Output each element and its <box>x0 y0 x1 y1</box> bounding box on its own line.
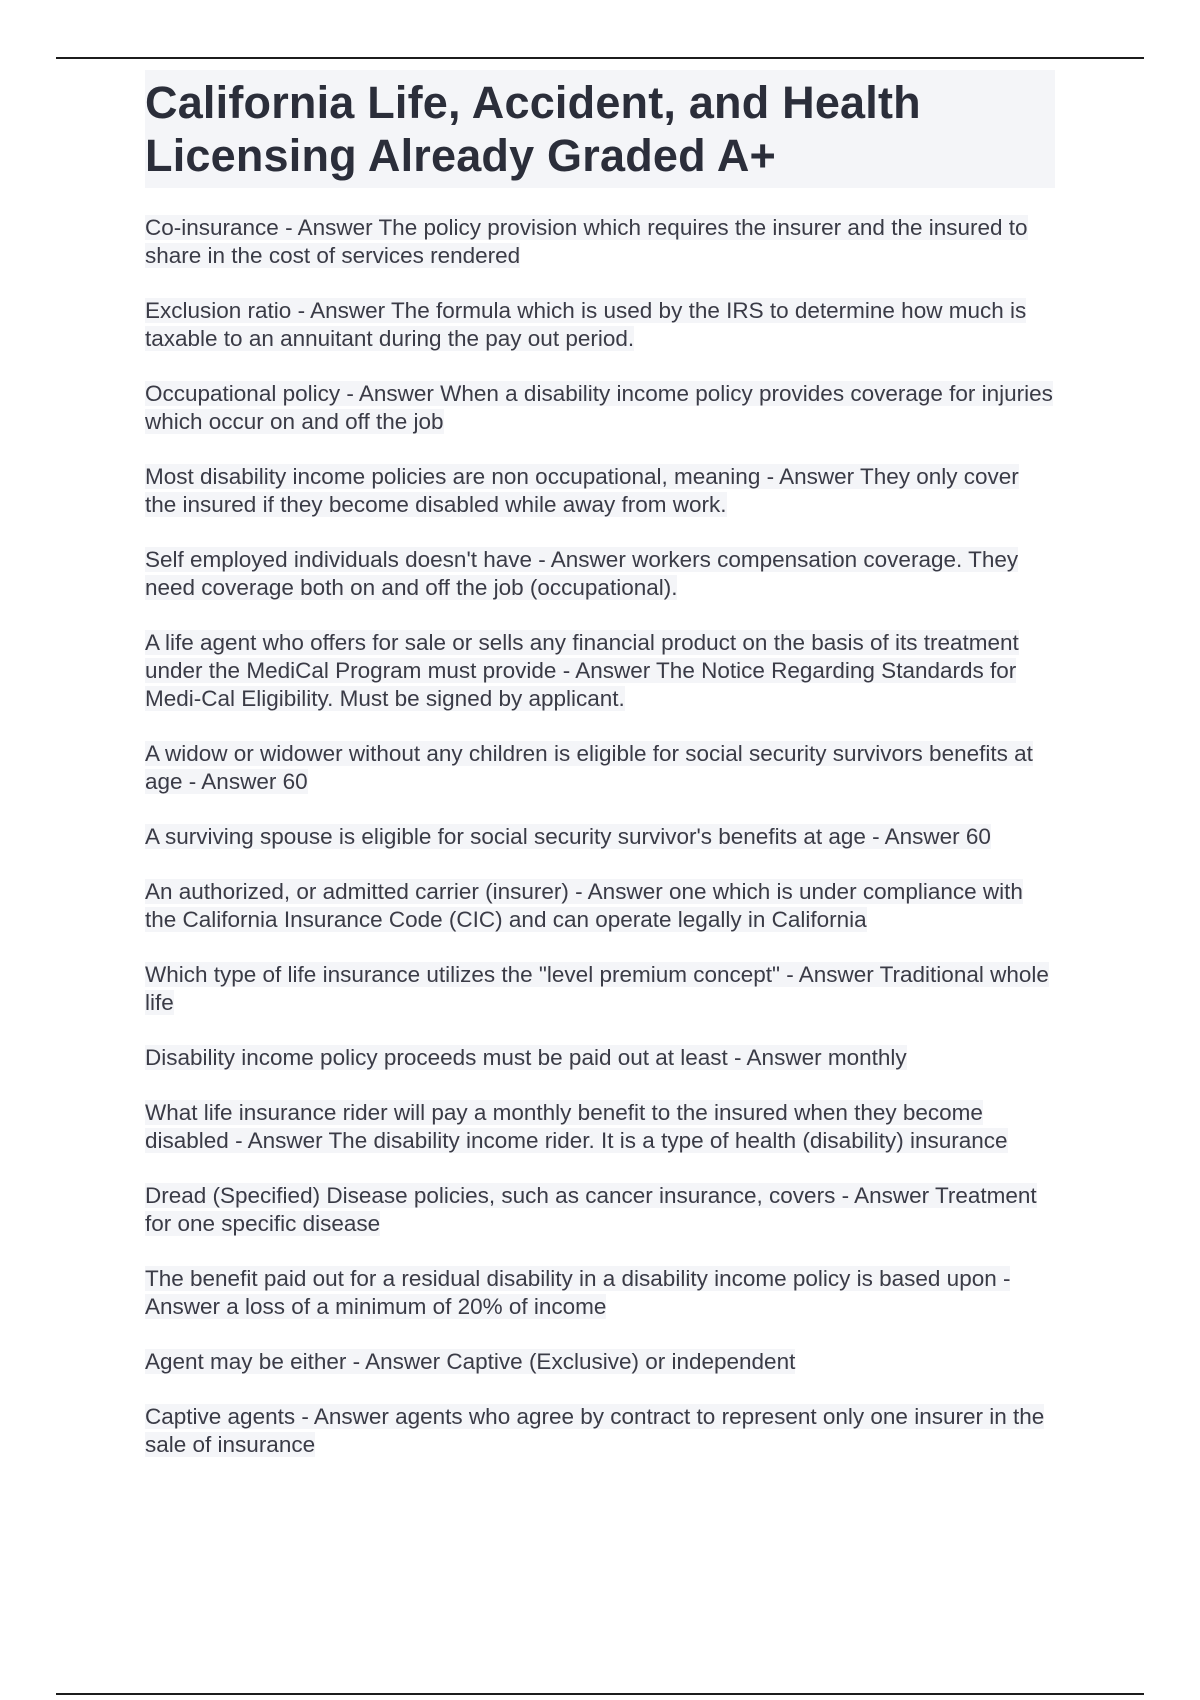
qa-entry-text: The benefit paid out for a residual disability in a disability income policy is based upon - Answer a loss of a minimum of 20% of income <box>145 1266 1011 1319</box>
qa-entry-text: Agent may be either - Answer Captive (Exclusive) or independent <box>145 1349 796 1374</box>
top-rule <box>56 57 1144 59</box>
bottom-rule <box>56 1693 1144 1695</box>
qa-entry-text: Exclusion ratio - Answer The formula which is used by the IRS to determine how much is taxable to an annuitant during the pay out period. <box>145 298 1027 351</box>
qa-entry <box>145 1265 1055 1321</box>
qa-entry <box>145 546 1055 602</box>
qa-entry-text: Dread (Specified) Disease policies, such as cancer insurance, covers - Answer Treatment for one specific disease <box>145 1183 1037 1236</box>
qa-entry <box>145 1182 1055 1238</box>
qa-entry-text: A life agent who offers for sale or sells any financial product on the basis of its treatment under the MediCal Program must provide - Answer The Notice Regarding Standards for Medi-Cal Eligibility. Must be signed by applicant. <box>145 630 1019 711</box>
qa-entry <box>145 823 1055 851</box>
qa-entry <box>145 297 1055 353</box>
qa-entry-text: Captive agents - Answer agents who agree by contract to represent only one insurer in the sale of insurance <box>145 1404 1045 1457</box>
qa-entry-text: Self employed individuals doesn't have - Answer workers compensation coverage. They need coverage both on and off the job (occupational). <box>145 547 1019 600</box>
qa-entry-text: Disability income policy proceeds must be paid out at least - Answer monthly <box>145 1045 907 1070</box>
qa-entry <box>145 878 1055 934</box>
qa-entry-text: What life insurance rider will pay a monthly benefit to the insured when they become disabled - Answer The disability income rider. It is a type of health (disability) insurance <box>145 1100 1008 1153</box>
qa-entry <box>145 629 1055 713</box>
qa-entry <box>145 380 1055 436</box>
qa-entry <box>145 1348 1055 1376</box>
document-body <box>145 70 1055 1486</box>
qa-entry <box>145 961 1055 1017</box>
qa-entry <box>145 1044 1055 1072</box>
qa-entry-text: A surviving spouse is eligible for social security survivor's benefits at age - Answer 60 <box>145 824 991 849</box>
qa-entry <box>145 1403 1055 1459</box>
qa-entry <box>145 214 1055 270</box>
qa-list <box>145 214 1055 1459</box>
qa-entry-text: A widow or widower without any children is eligible for social security survivors benefits at age - Answer 60 <box>145 741 1033 794</box>
title-block <box>145 70 1055 188</box>
qa-entry <box>145 1099 1055 1155</box>
qa-entry <box>145 463 1055 519</box>
document-title: California Life, Accident, and Health Licensing Already Graded A+ <box>145 77 921 181</box>
qa-entry-text: Co-insurance - Answer The policy provision which requires the insurer and the insured to share in the cost of services rendered <box>145 215 1028 268</box>
qa-entry-text: Most disability income policies are non occupational, meaning - Answer They only cover the insured if they become disabled while away from work. <box>145 464 1019 517</box>
qa-entry-text: An authorized, or admitted carrier (insurer) - Answer one which is under compliance with the California Insurance Code (CIC) and can operate legally in California <box>145 879 1023 932</box>
qa-entry-text: Occupational policy - Answer When a disability income policy provides coverage for injuries which occur on and off the job <box>145 381 1053 434</box>
qa-entry <box>145 740 1055 796</box>
qa-entry-text: Which type of life insurance utilizes the "level premium concept" - Answer Traditional whole life <box>145 962 1049 1015</box>
